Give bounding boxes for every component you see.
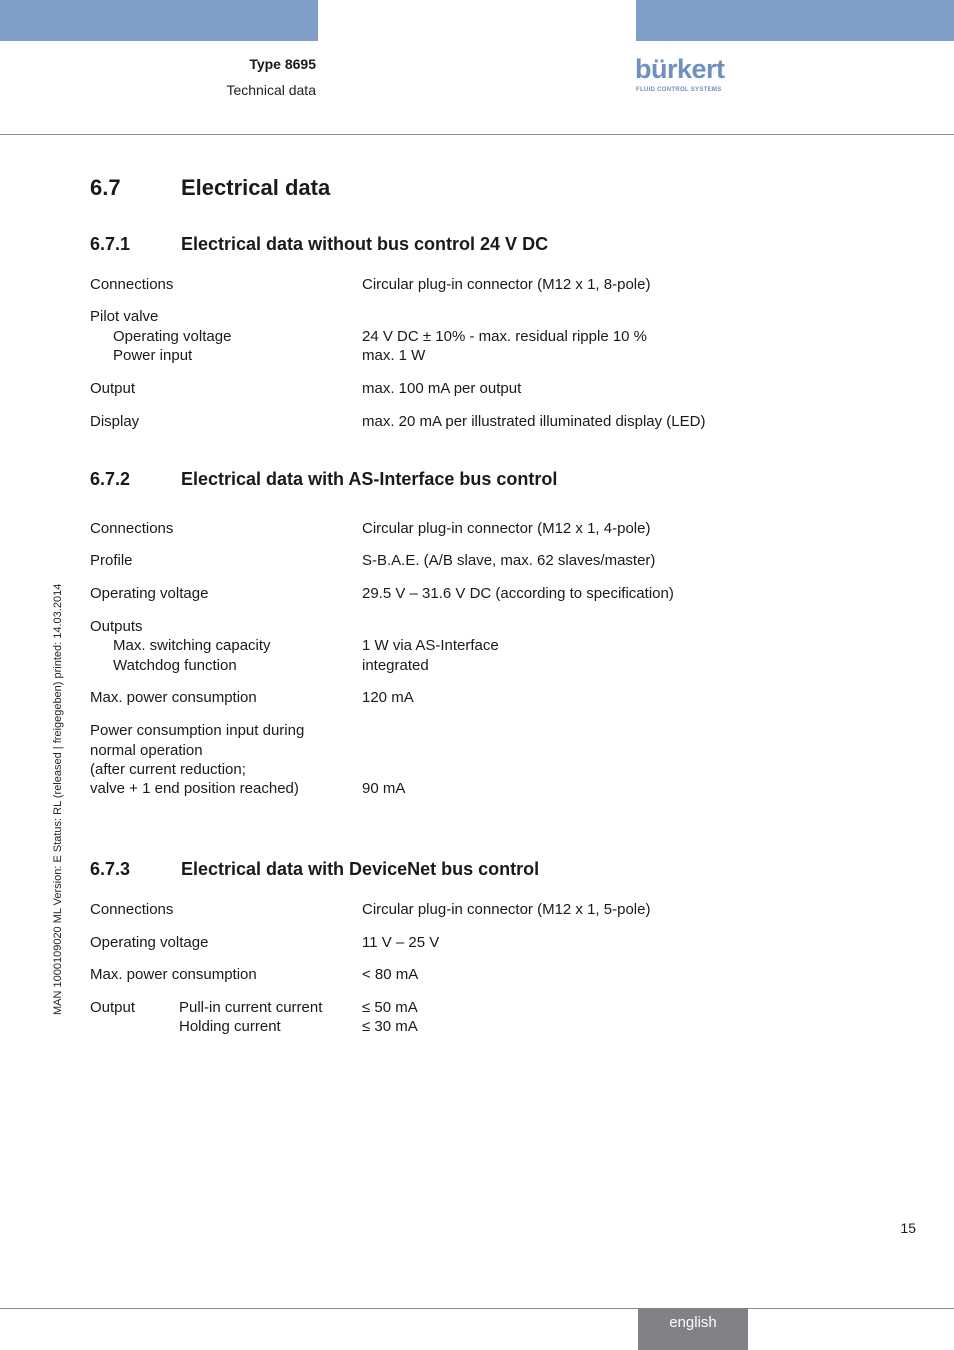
spec-label: Connections (90, 276, 174, 293)
subsection-title: Electrical data without bus control 24 V DC (181, 234, 549, 254)
spec-label: Power consumption input during (90, 722, 305, 739)
logo-wordmark: bürkert (635, 54, 725, 84)
spec-label: Operating voltage (90, 934, 209, 951)
spec-value: 1 W via AS-Interface (362, 637, 499, 654)
spec-label: Output (90, 380, 136, 397)
spec-value: Circular plug-in connector (M12 x 1, 5-pole) (362, 901, 651, 918)
spec-sublabel: Holding current (179, 1018, 281, 1035)
spec-sublabel: Operating voltage (113, 328, 232, 345)
header-divider (0, 134, 954, 135)
spec-value: < 80 mA (362, 966, 419, 983)
chapter-subtitle: Technical data (226, 82, 316, 98)
spec-value: 11 V – 25 V (362, 934, 440, 951)
spec-value: max. 1 W (362, 347, 426, 364)
spec-label: Connections (90, 901, 174, 918)
spec-sublabel: Power input (113, 347, 193, 364)
section-title: Electrical data (181, 175, 331, 200)
section-number: 6.7 (90, 175, 121, 200)
document-status-note: MAN 1000109020 ML Version: E Status: RL (released | freigegeben) printed: 14.03.2014 (52, 583, 64, 1015)
spec-value: 90 mA (362, 780, 406, 797)
spec-label: Pilot valve (90, 308, 159, 325)
spec-label: (after current reduction; (90, 761, 246, 778)
spec-value: Circular plug-in connector (M12 x 1, 4-pole) (362, 520, 651, 537)
subsection-title: Electrical data with DeviceNet bus control (181, 859, 540, 879)
spec-value: S-B.A.E. (A/B slave, max. 62 slaves/master) (362, 552, 656, 569)
burkert-logo (635, 54, 735, 98)
subsection-number: 6.7.2 (90, 469, 131, 489)
subsection-title: Electrical data with AS-Interface bus control (181, 469, 558, 489)
spec-value: integrated (362, 657, 429, 674)
header-band-right (636, 0, 954, 41)
spec-label: Operating voltage (90, 585, 209, 602)
spec-sublabel: Pull-in current current (179, 999, 323, 1016)
spec-sublabel: Watchdog function (113, 657, 237, 674)
spec-value: ≤ 50 mA (362, 999, 418, 1016)
spec-label: Max. power consumption (90, 966, 257, 983)
spec-sublabel: Max. switching capacity (113, 637, 271, 654)
spec-label: valve + 1 end position reached) (90, 780, 299, 797)
spec-label: Profile (90, 552, 133, 569)
page-number: 15 (900, 1220, 916, 1236)
spec-value: max. 100 mA per output (362, 380, 522, 397)
spec-label: normal operation (90, 742, 203, 759)
footer-divider (0, 1308, 954, 1309)
spec-value: 29.5 V – 31.6 V DC (according to specification) (362, 585, 674, 602)
spec-value: Circular plug-in connector (M12 x 1, 8-pole) (362, 276, 651, 293)
language-label: english (669, 1314, 717, 1331)
spec-label: Display (90, 413, 140, 430)
spec-label: Connections (90, 520, 174, 537)
spec-label: Outputs (90, 618, 143, 635)
document-type: Type 8695 (249, 56, 316, 72)
spec-label: Max. power consumption (90, 689, 257, 706)
spec-value: 24 V DC ± 10% - max. residual ripple 10 % (362, 328, 648, 345)
logo-tagline: FLUID CONTROL SYSTEMS (636, 87, 722, 93)
subsection-number: 6.7.3 (90, 859, 131, 879)
spec-label: Output (90, 999, 136, 1016)
spec-value: max. 20 mA per illustrated illuminated display (LED) (362, 413, 706, 430)
subsection-number: 6.7.1 (90, 234, 131, 254)
language-tab (638, 1308, 748, 1350)
header-band-left (0, 0, 318, 41)
spec-value: 120 mA (362, 689, 414, 706)
spec-value: ≤ 30 mA (362, 1018, 418, 1035)
